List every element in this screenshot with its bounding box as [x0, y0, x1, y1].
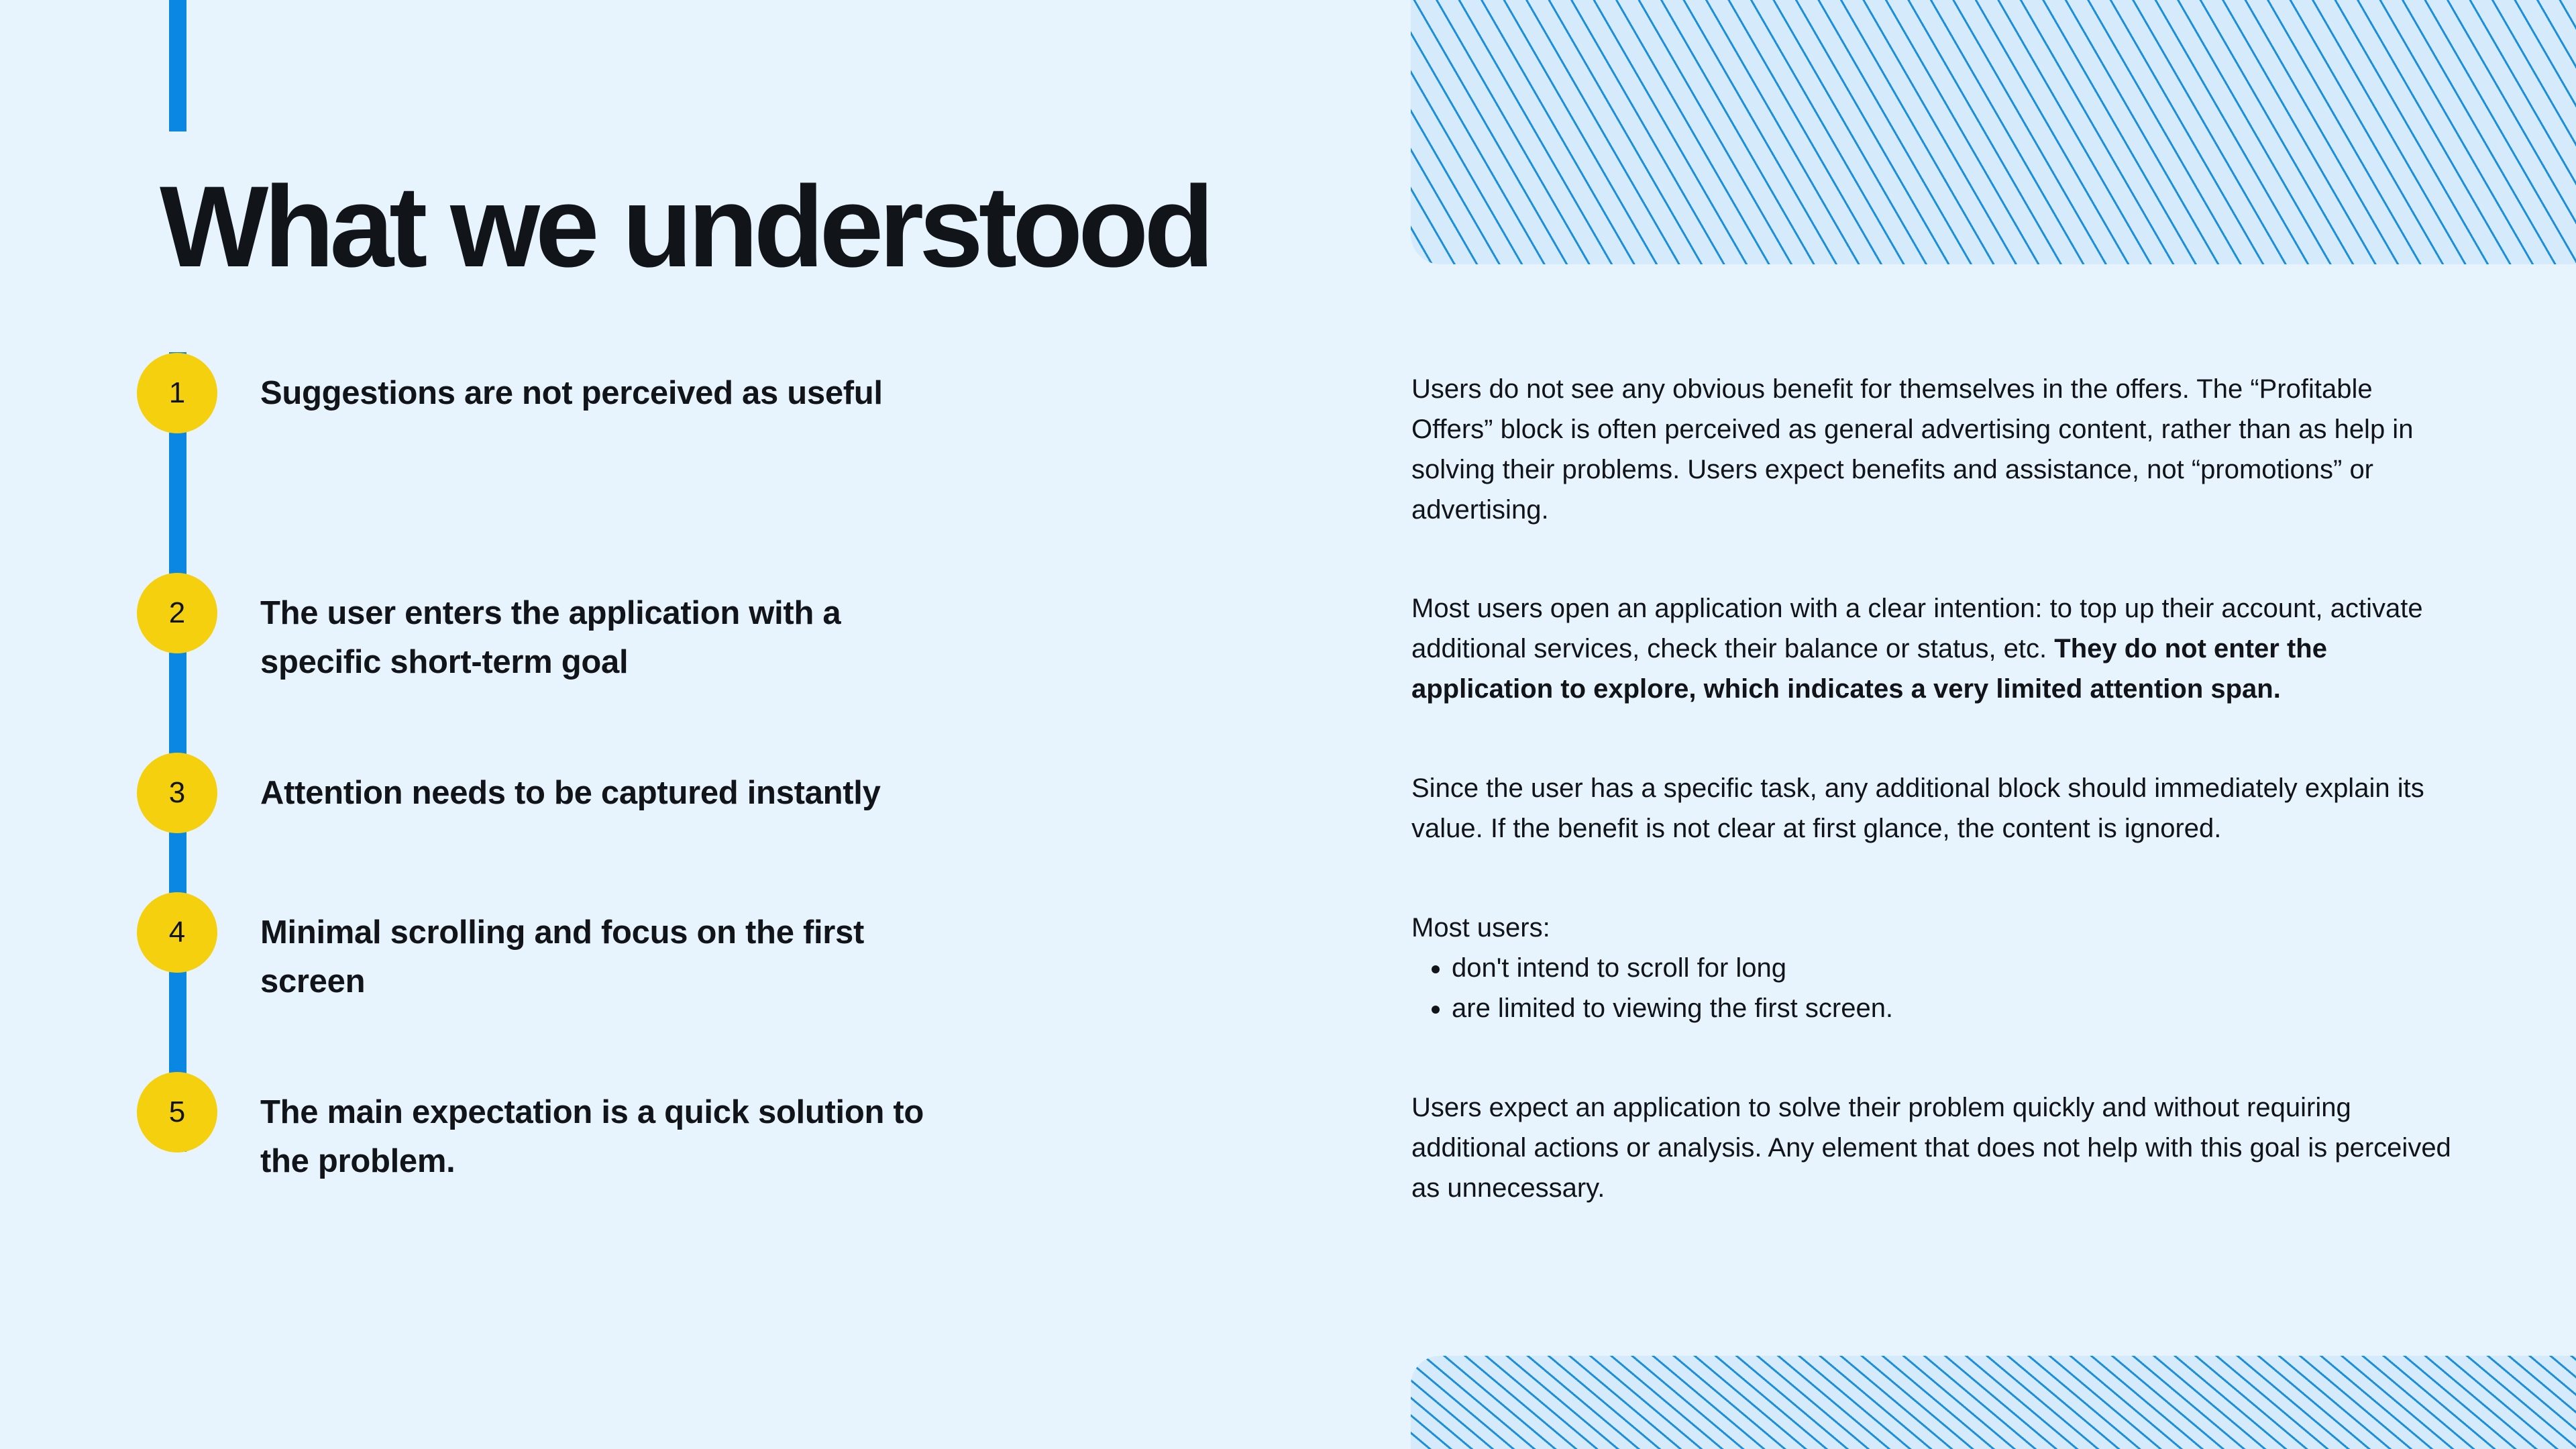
description-text: Since the user has a specific task, any additional block should immediately explain its value. If the benefit is not clear at first glance, the content is ignored. — [1411, 773, 2424, 843]
step-description — [1411, 908, 2458, 1028]
step-number-badge: 5 — [137, 1072, 217, 1152]
description-text-bold: They do not enter the application to explore, which indicates a very limited attention span. — [1411, 634, 2327, 704]
step-number-badge: 4 — [137, 892, 217, 973]
step-number-badge: 1 — [137, 353, 217, 433]
step-description — [1411, 768, 2458, 849]
top-accent-bar — [169, 0, 186, 131]
description-text: Users do not see any obvious benefit for themselves in the offers. The “Profitable Offers” block is often perceived as general advertising content, rather than as help in solving their problems. Users expect benefits and assistance, not “promotions” or advertising. — [1411, 374, 2414, 525]
step-heading: The user enters the application with a specific short-term goal — [260, 595, 841, 680]
step-description — [1411, 1087, 2458, 1208]
description-bullet-list — [1411, 948, 2458, 1028]
hatched-decoration-top — [1411, 0, 2576, 264]
step-heading: Suggestions are not perceived as useful — [260, 375, 883, 411]
timeline-line — [169, 352, 186, 1152]
step-number-badge: 2 — [137, 573, 217, 653]
step-heading: Attention needs to be captured instantly — [260, 775, 881, 811]
bullet-item: • are limited to viewing the first screen. — [1452, 988, 2458, 1028]
description-text: Most users: — [1411, 913, 1550, 943]
page-title: What we understood — [160, 162, 1210, 291]
step-heading: The main expectation is a quick solution to the problem. — [260, 1094, 924, 1179]
step-number-badge: 3 — [137, 753, 217, 833]
step-description — [1411, 588, 2458, 709]
step-description — [1411, 369, 2458, 530]
step-heading: Minimal scrolling and focus on the first screen — [260, 914, 865, 1000]
hatched-decoration-bottom — [1411, 1356, 2576, 1449]
description-text: Users expect an application to solve their problem quickly and without requiring additional actions or analysis. Any element that does not help with this goal is perceived as unnecessary. — [1411, 1093, 2451, 1203]
description-text-regular: Most users open an application with a clear intention: to top up their account, activate additional services, check their balance or status, etc. — [1411, 594, 2423, 663]
description-text — [1411, 588, 2458, 709]
bullet-item: • don't intend to scroll for long — [1452, 948, 2458, 988]
